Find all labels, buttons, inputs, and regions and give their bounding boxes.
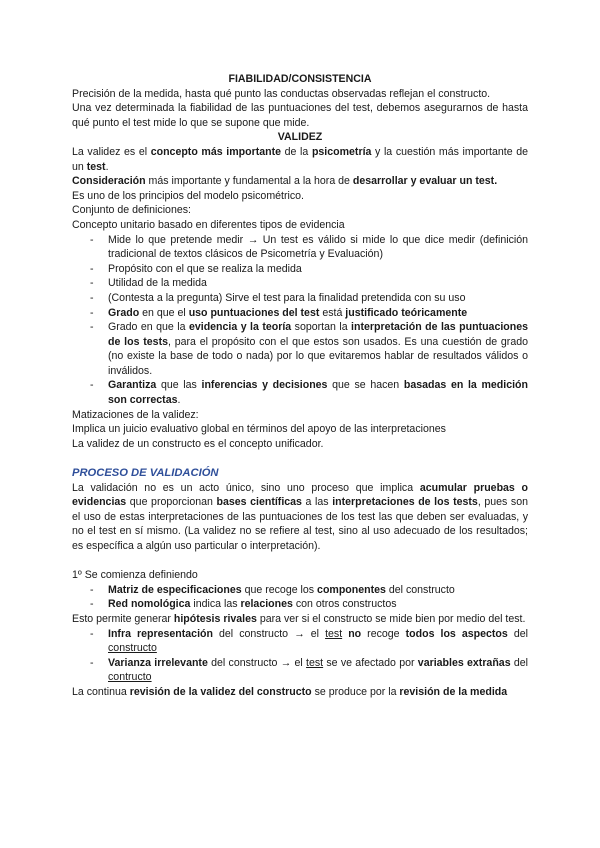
matizaciones-line-2: La validez de un constructo es el concepto unificador.	[72, 437, 324, 450]
validez-paragraph-1: La validez es el concepto más importante de la psicometría y la cuestión más importante de un test.	[72, 145, 529, 173]
threats-list	[72, 627, 528, 685]
list-item: - Red nomológica indica las relaciones con otros constructos	[90, 598, 397, 611]
validez-paragraph-5: Concepto unitario basado en diferentes tipos de evidencia	[72, 218, 345, 231]
matizaciones-heading: Matizaciones de la validez:	[72, 408, 199, 421]
intro-line-1: Precisión de la medida, hasta qué punto las conductas observadas reflejan el constructo.	[72, 87, 491, 100]
proceso-paragraph: La validación no es un acto único, sino uno proceso que implica acumular pruebas o evidencias que proporcionan bases científicas a las interpretaciones de los tests, pues son el uso de estas interpretaciones de las puntuaciones de los test las que deben ser evaluadas, y no el test en sí mismo. (La validez no se refiere al test, sino al uso adecuado de los resultados; es específica a algún uso particular o interpretación).	[72, 481, 529, 552]
definitions-list	[72, 233, 528, 408]
intro-line-2: Una vez determinada la fiabilidad de las puntuaciones del test, debemos asegurarnos de hasta qué punto el test mide lo que se supone que mide.	[72, 102, 528, 129]
list-item: - Grado en que el uso puntuaciones del test está justificado teóricamente	[90, 306, 468, 319]
step-1-text: 1º Se comienza definiendo	[72, 569, 198, 582]
step-1-list	[72, 583, 528, 612]
document-page	[72, 72, 528, 700]
list-item: - Propósito con el que se realiza la medida	[90, 262, 302, 275]
list-item: - Matriz de especificaciones que recoge los componentes del constructo	[90, 583, 455, 596]
list-item: - Infra representación del constructo → el test no recoge todos los aspectos del constructo	[90, 627, 528, 655]
validez-paragraph-2: Consideración más importante y fundamental a la hora de desarrollar y evaluar un test.	[72, 175, 498, 188]
list-item: - (Contesta a la pregunta) Sirve el test para la finalidad pretendida con su uso	[90, 291, 466, 304]
proceso-heading: PROCESO DE VALIDACIÓN	[72, 467, 219, 480]
list-item: - Varianza irrelevante del constructo → el test se ve afectado por variables extrañas del contructo	[90, 656, 528, 684]
validez-paragraph-4: Conjunto de definiciones:	[72, 204, 191, 217]
list-item: - Grado en que la evidencia y la teoría soportan la interpretación de las puntuaciones de los tests, para el propósito con el que estos son usados. Es una cuestión de grado (no existe la base de todo o nada) por lo que evitaremos hablar de resultados válidos o inválidos.	[90, 321, 528, 377]
hipotesis-paragraph: Esto permite generar hipótesis rivales para ver si el constructo se mide bien por medio del test.	[72, 612, 526, 625]
document-title: FIABILIDAD/CONSISTENCIA	[228, 73, 372, 85]
list-item: - Mide lo que pretende medir → Un test es válido si mide lo que dice medir (definición tradicional de textos clásicos de Psicometría y Evaluación)	[90, 233, 528, 261]
validez-heading: VALIDEZ	[277, 131, 323, 144]
validez-paragraph-3: Es uno de los principios del modelo psicométrico.	[72, 189, 305, 202]
list-item: - Utilidad de la medida	[90, 277, 207, 290]
matizaciones-line-1: Implica un juicio evaluativo global en términos del apoyo de las interpretaciones	[72, 423, 446, 436]
list-item: - Garantiza que las inferencias y decisiones que se hacen basadas en la medición son correctas.	[90, 379, 528, 407]
closing-paragraph: La continua revisión de la validez del constructo se produce por la revisión de la medida	[72, 685, 508, 698]
